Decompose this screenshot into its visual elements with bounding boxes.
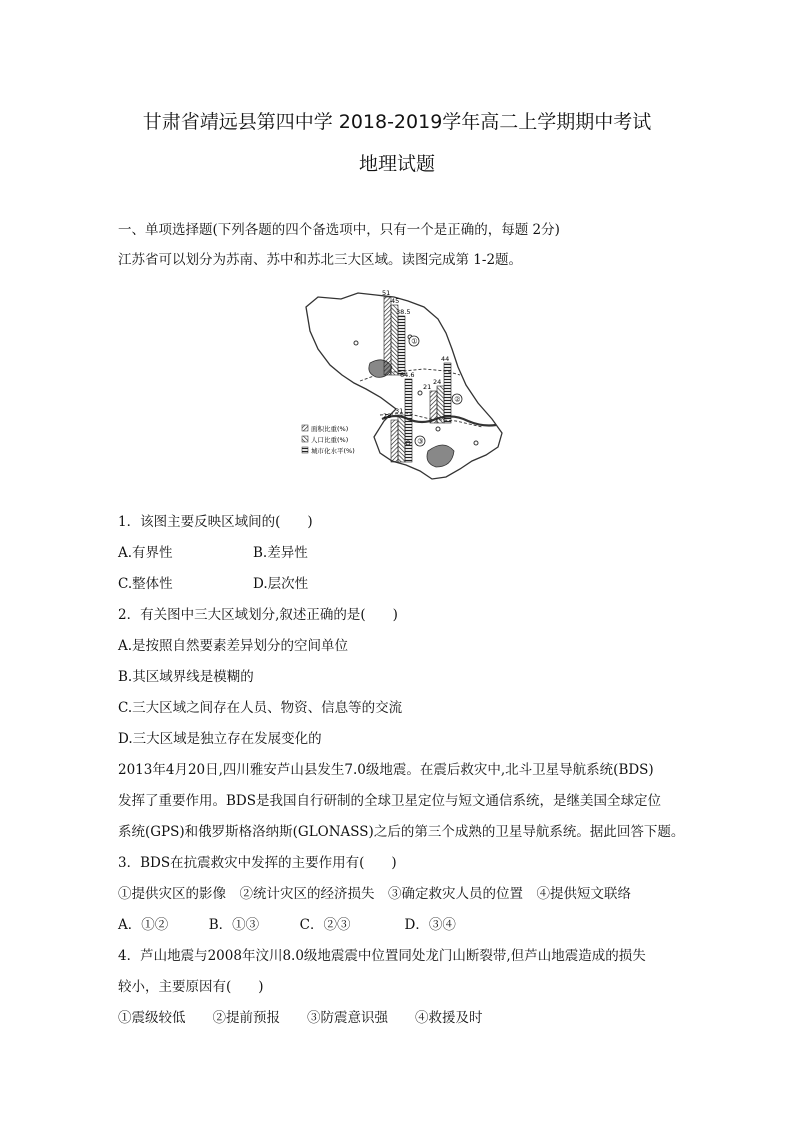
bar-r3-area — [391, 420, 398, 462]
q2-option-c: C.三大区域之间存在人员、物资、信息等的交流 — [118, 700, 403, 716]
bar-r1-area — [384, 297, 391, 375]
r1-val-area: 51 — [382, 289, 391, 297]
legend-pop: 人口比重(%) — [311, 436, 349, 444]
q2-option-b: B.其区域界线是模糊的 — [118, 669, 254, 685]
r1-val-urban: 38.5 — [396, 308, 411, 316]
r3-val-pop: 31 — [395, 407, 404, 415]
page-title: 甘肃省靖远县第四中学 2018-2019学年高二上学期期中考试 — [142, 111, 652, 133]
r2-val-urban: 44 — [441, 355, 450, 363]
bar-r3-pop — [398, 415, 405, 462]
legend-urban: 城市化水平(%) — [311, 447, 355, 455]
q1-option-b: B.差异性 — [253, 545, 308, 561]
q1-option-c: C.整体性 — [118, 576, 173, 592]
q2-stem: 2．有关图中三大区域划分,叙述正确的是( ) — [118, 607, 398, 623]
section-heading: 一、单项选择题(下列各题的四个备选项中，只有一个是正确的，每题 2分) — [118, 222, 560, 238]
section-intro: 江苏省可以划分为苏南、苏中和苏北三大区域。读图完成第 1-2题。 — [118, 252, 523, 268]
map-legend — [302, 424, 355, 455]
q1-option-d: D.层次性 — [253, 576, 309, 592]
r1-val-pop: 45 — [391, 297, 400, 305]
bar-r1-urban — [398, 316, 405, 375]
passage-line-1: 2013年4月20日,四川雅安芦山县发生7.0级地震。在震后救灾中,北斗卫星导航系统(BDS) — [118, 762, 654, 778]
legend-area: 面积比重(%) — [311, 425, 349, 433]
page-subtitle: 地理试题 — [358, 153, 435, 175]
q3-options: A．①② B．①③ C．②③ D．③④ — [118, 917, 456, 933]
passage-line-3: 系统(GPS)和俄罗斯格洛纳斯(GLONASS)之后的第三个成熟的卫星导航系统。据此回答下题。 — [118, 824, 685, 840]
q4-stem-line-2: 较小，主要原因有( ) — [118, 979, 264, 995]
q1-stem: 1．该图主要反映区域间的( ) — [118, 514, 313, 530]
r2-val-area: 21 — [423, 383, 432, 391]
q3-items: ①提供灾区的影像 ②统计灾区的经济损失 ③确定救灾人员的位置 ④提供短文联络 — [118, 886, 631, 902]
bar-r2-pop — [437, 386, 444, 423]
r3-val-area: 28 — [383, 412, 392, 420]
q3-stem: 3．BDS在抗震救灾中发挥的主要作用有( ) — [118, 855, 397, 871]
passage-line-2: 发挥了重要作用。BDS是我国自行研制的全球卫星定位与短文通信系统，是继美国全球定位 — [118, 793, 661, 809]
bar-r2-urban — [444, 363, 451, 423]
r2-val-pop: 24 — [433, 378, 442, 386]
q2-option-d: D.三大区域是独立存在发展变化的 — [118, 731, 322, 747]
jiangsu-map-figure — [296, 285, 506, 485]
bar-r2-area — [430, 391, 437, 423]
region-label-2: ② — [454, 395, 461, 404]
q1-option-a: A.有界性 — [118, 545, 173, 561]
q2-option-a: A.是按照自然要素差异划分的空间单位 — [118, 638, 349, 654]
jiangsu-map-svg — [296, 285, 506, 485]
q4-items: ①震级较低 ②提前预报 ③防震意识强 ④救援及时 — [118, 1010, 483, 1026]
r3-val-urban: 64.6 — [400, 371, 415, 379]
region-label-1: ① — [411, 337, 418, 346]
bar-r3-urban — [405, 379, 412, 462]
region-label-3: ③ — [417, 437, 424, 446]
q4-stem-line-1: 4．芦山地震与2008年汶川8.0级地震震中位置同处龙门山断裂带,但芦山地震造成的损失 — [118, 948, 646, 964]
